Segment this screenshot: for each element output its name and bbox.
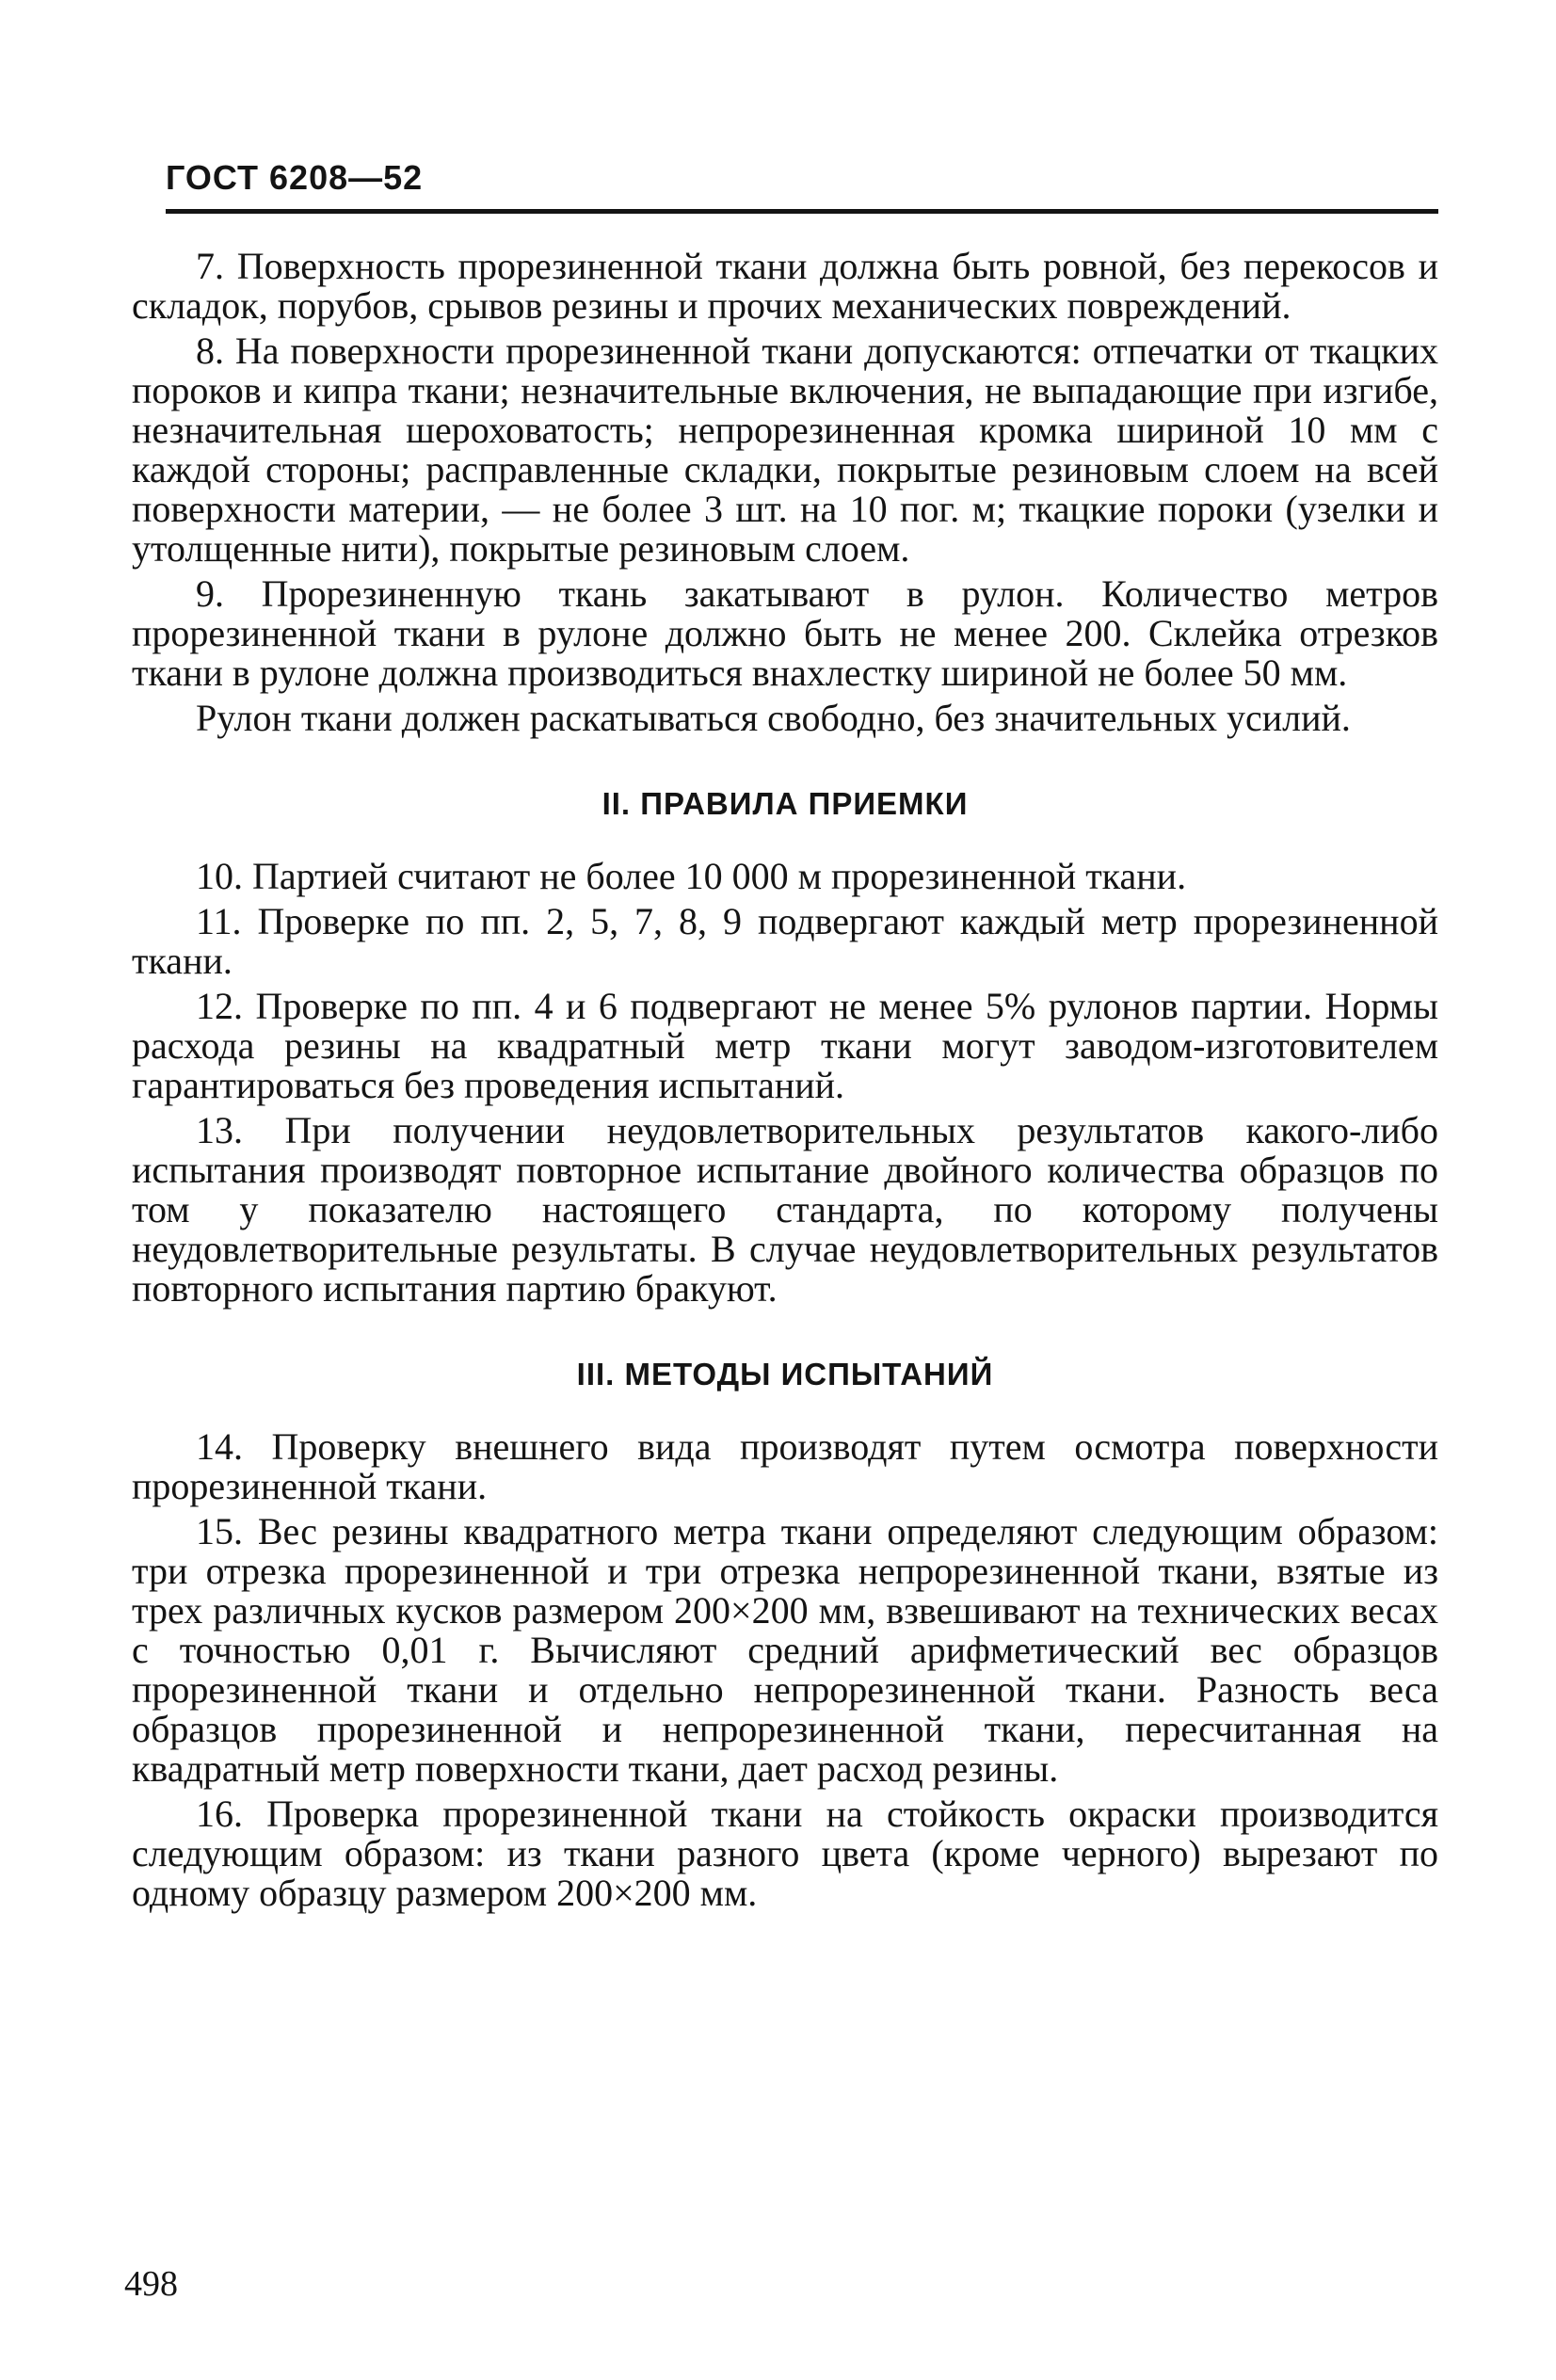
paragraph-11: 11. Проверке по пп. 2, 5, 7, 8, 9 подвергают каждый метр прорезиненной ткани.: [132, 900, 1438, 982]
page-number: 498: [124, 2264, 178, 2304]
header-rule: [166, 209, 1438, 214]
paragraph-9-continuation: Рулон ткани должен раскатываться свободно, без значительных усилий.: [196, 697, 1351, 739]
paragraph-9: 9. Прорезиненную ткань закатывают в рулон. Количество метров прорезиненной ткани в рулоне должно быть не менее 200. Склейка отрезков ткани в рулоне должна производиться внахлестку шириной не более 50 мм.: [132, 572, 1438, 694]
body-text: [132, 247, 1438, 1913]
paragraph-14: 14. Проверку внешнего вида производят путем осмотра поверхности прорезиненной ткани.: [132, 1425, 1438, 1507]
paragraph-12: 12. Проверке по пп. 4 и 6 подвергают не менее 5% рулонов партии. Нормы расхода резины на квадратный метр ткани могут заводом-изготовителем гарантироваться без проведения испытаний.: [132, 985, 1438, 1106]
paragraph-7: 7. Поверхность прорезиненной ткани должна быть ровной, без перекосов и складок, порубов, срывов резины и прочих механических повреждений.: [132, 245, 1438, 327]
paragraph-10: 10. Партией считают не более 10 000 м прорезиненной ткани.: [196, 855, 1187, 897]
page-header: ГОСТ 6208—52: [166, 158, 424, 197]
paragraph-13: 13. При получении неудовлетворительных результатов какого-либо испытания производят повторное испытание двойного количества образцов по том у показателю настоящего стандарта, по которому получены неудовлетворительные результаты. В случае неудовлетворительных результатов повторного испытания партию бракуют.: [132, 1109, 1438, 1310]
paragraph-15: 15. Вес резины квадратного метра ткани определяют следующим образом: три отрезка прорезиненной и три отрезка непрорезиненной ткани, взятые из трех различных кусков размером 200×200 мм, взвешивают на технических весах с точностью 0,01 г. Вычисляют средний арифметический вес образцов прорезиненной ткани и отдельно непрорезиненной ткани. Разность веса образцов прорезиненной и непрорезиненной ткани, пересчитанная на квадратный метр поверхности ткани, дает расход резины.: [132, 1510, 1438, 1790]
section-title-test-methods: III. МЕТОДЫ ИСПЫТАНИЙ: [576, 1357, 994, 1391]
paragraph-8: 8. На поверхности прорезиненной ткани допускаются: отпечатки от ткацких пороков и кипра ткани; незначительные включения, не выпадающие при изгибе, незначительная шероховатость; непрорезиненная кромка шириной 10 мм с каждой стороны; расправленные складки, покрытые резиновым слоем на всей поверхности материи, — не более 3 шт. на 10 пог. м; ткацкие пороки (узелки и утолщенные нити), покрытые резиновым слоем.: [132, 330, 1438, 570]
section-title-acceptance-rules: II. ПРАВИЛА ПРИЕМКИ: [602, 786, 969, 821]
paragraph-16: 16. Проверка прорезиненной ткани на стойкость окраски производится следующим образом: из ткани разного цвета (кроме черного) вырезают по одному образцу размером 200×200 мм.: [132, 1793, 1438, 1914]
